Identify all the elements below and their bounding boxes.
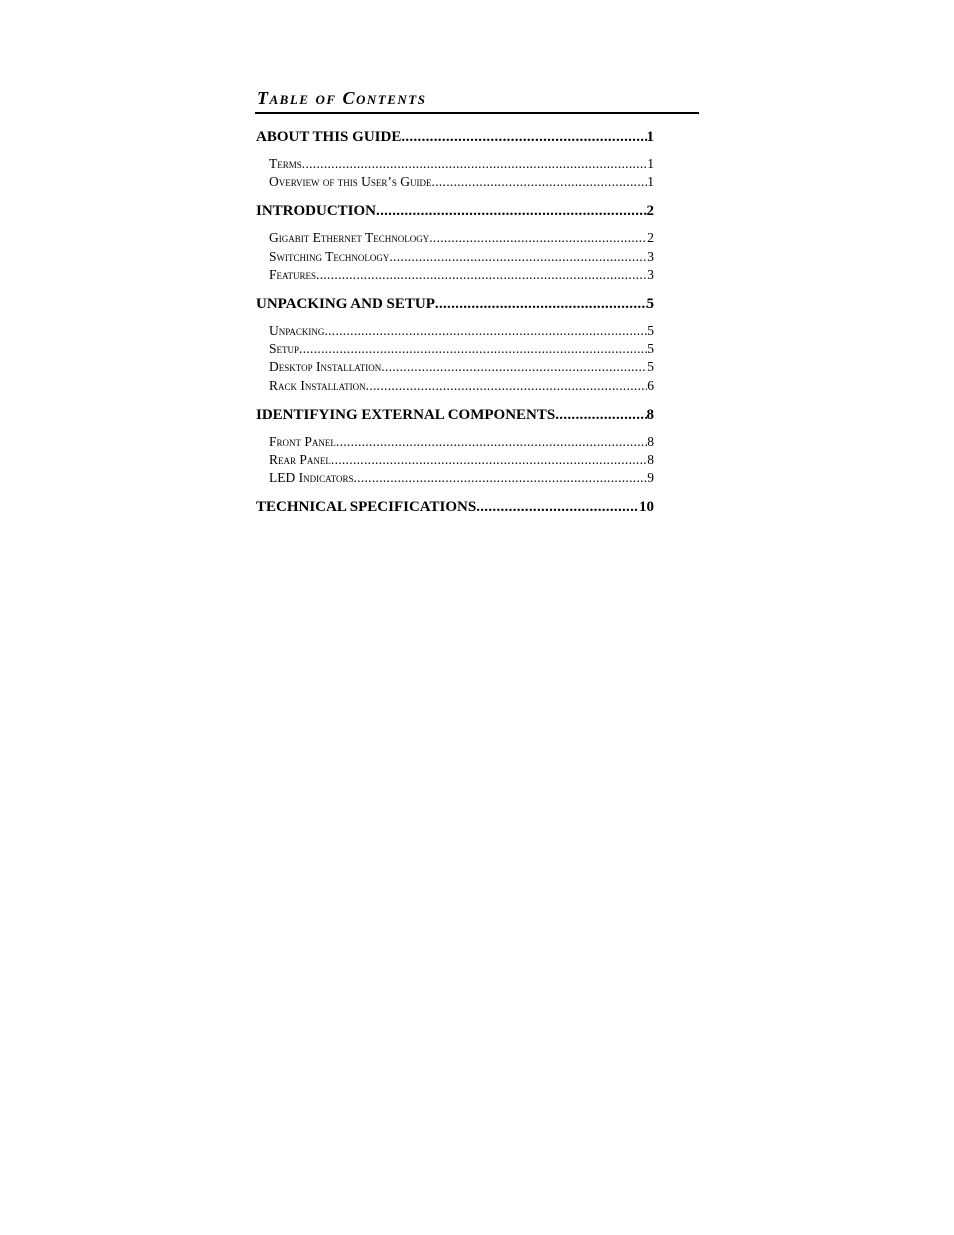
toc-section-label: Rear Panel [269,452,331,468]
dot-leader [381,358,647,376]
toc-page-number: 8 [646,406,654,423]
toc-page-number: 1 [647,174,654,190]
toc-chapter-label: IDENTIFYING EXTERNAL COMPONENTS [256,406,556,423]
dot-leader [316,266,647,284]
toc-chapter-label: UNPACKING AND SETUP [256,296,435,313]
toc-page-number: 1 [647,156,654,171]
toc-page-number: 2 [647,230,654,246]
toc-chapter-label: INTRODUCTION [256,203,377,220]
toc-chapter-about-this-guide[interactable] [256,127,654,147]
toc-page-number: 2 [646,203,654,220]
toc-page-number: 5 [647,359,654,375]
toc-section-terms[interactable] [256,155,654,173]
toc-section-label: Switching Technology [269,248,390,264]
toc-page-number: 8 [647,433,654,449]
title-underline [255,112,699,114]
dot-leader [336,433,647,451]
toc-section-label: LED Indicators [269,470,354,486]
toc-section-led-indicators[interactable] [256,469,654,487]
toc-page-number: 1 [646,129,654,145]
toc-chapter-introduction[interactable] [256,201,654,221]
toc-page-number: 3 [647,248,654,264]
toc-chapter-technical-specifications[interactable] [256,497,654,517]
document-page [255,86,699,517]
toc-page-number: 5 [646,296,654,313]
toc-chapter-label: ABOUT THIS GUIDE [256,129,402,145]
toc-section-label: Setup [269,341,300,357]
toc-section-rear-panel[interactable] [256,451,654,469]
toc-page-number: 3 [647,266,654,282]
dot-leader [331,451,647,469]
page-title: Table of Contents [257,88,427,108]
dot-leader [435,294,647,314]
toc-chapter-label: TECHNICAL SPECIFICATIONS [256,499,477,516]
dot-leader [429,229,647,247]
toc-section-list [256,229,654,284]
dot-leader [401,127,646,147]
toc-section-unpacking[interactable] [256,322,654,340]
toc-section-label: Terms [269,156,302,171]
table-of-contents [256,127,654,517]
dot-leader [389,248,647,266]
toc-section-label: Unpacking [269,323,325,339]
toc-page-number: 5 [647,341,654,357]
toc-page-number: 10 [639,499,654,516]
toc-section-label: Desktop Installation [269,359,382,375]
toc-section-list [256,322,654,395]
dot-leader [324,322,647,340]
toc-section-desktop-installation[interactable] [256,358,654,376]
toc-section-overview[interactable] [256,173,654,191]
toc-chapter-identifying-external-components[interactable] [256,405,654,425]
toc-section-label: Rack Installation [269,377,366,393]
toc-section-label: Gigabit Ethernet Technology [269,230,430,246]
toc-section-list [256,433,654,488]
toc-page-number: 6 [647,377,654,393]
toc-section-front-panel[interactable] [256,433,654,451]
toc-section-features[interactable] [256,266,654,284]
dot-leader [299,340,647,358]
toc-section-label: Features [269,266,317,282]
toc-section-rack-installation[interactable] [256,377,654,395]
dot-leader [366,377,648,395]
dot-leader [353,469,647,487]
toc-section-label: Overview of this User’s Guide [269,174,432,190]
dot-leader [376,201,646,221]
toc-chapter-unpacking-and-setup[interactable] [256,294,654,314]
toc-section-label: Front Panel [269,433,336,449]
dot-leader [555,405,646,425]
toc-page-number: 8 [647,452,654,468]
toc-page-number: 9 [647,470,654,486]
toc-section-gigabit-ethernet[interactable] [256,229,654,247]
toc-section-list [256,155,654,191]
toc-section-setup[interactable] [256,340,654,358]
dot-leader [476,497,639,517]
dot-leader [302,155,647,173]
dot-leader [432,173,648,191]
toc-page-number: 5 [647,323,654,339]
toc-section-switching-technology[interactable] [256,248,654,266]
